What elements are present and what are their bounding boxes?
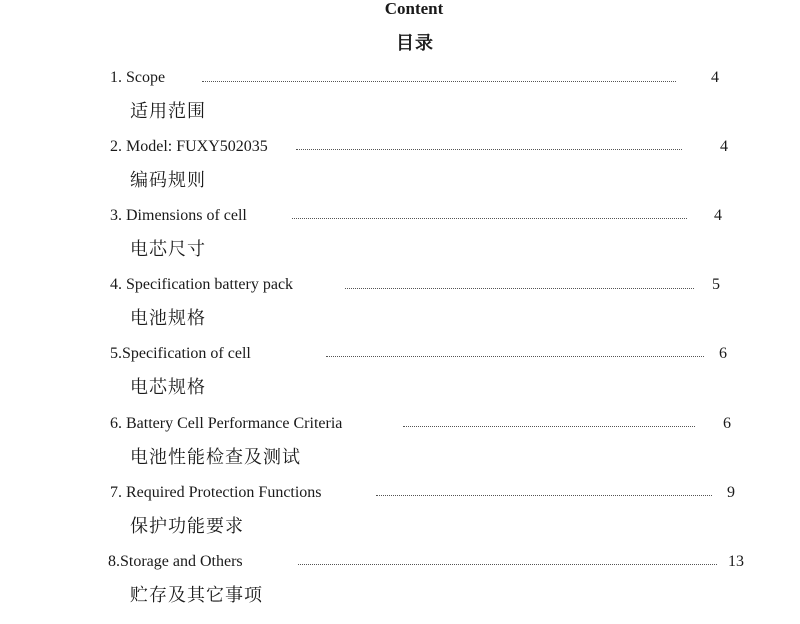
toc-entry-8-label-zh: 贮存及其它事项 [130, 585, 263, 605]
toc-entry-1-label-zh: 适用范围 [130, 101, 206, 121]
toc-title-chinese: 目录 [396, 33, 434, 53]
toc-entry-6-leader [403, 426, 695, 427]
toc-entry-8-label[interactable]: 8.Storage and Others [108, 553, 243, 570]
toc-entry-4-label[interactable]: 4. Specification battery pack [110, 276, 294, 293]
toc-entry-2-page[interactable]: 4 [720, 138, 728, 155]
toc-entry-5-label[interactable]: 5.Specification of cell [110, 345, 251, 362]
toc-title-english: Content [384, 0, 444, 18]
toc-entry-7-label-zh: 保护功能要求 [130, 516, 244, 536]
toc-entry-3-leader [292, 218, 687, 219]
toc-entry-7-label[interactable]: 7. Required Protection Functions [110, 484, 322, 501]
toc-entry-6-page[interactable]: 6 [723, 415, 731, 432]
toc-entry-5-label-zh: 电芯规格 [130, 377, 206, 397]
toc-entry-4-page[interactable]: 5 [712, 276, 720, 293]
toc-entry-7-page[interactable]: 9 [727, 484, 735, 501]
toc-entry-3-page[interactable]: 4 [714, 207, 722, 224]
toc-entry-2-label-zh: 编码规则 [130, 170, 206, 190]
toc-entry-8-leader [298, 564, 717, 565]
toc-entry-6-label[interactable]: 6. Battery Cell Performance Criteria [110, 415, 343, 432]
toc-entry-1-leader [202, 81, 676, 82]
toc-entry-2-label[interactable]: 2. Model: FUXY502035 [110, 138, 268, 155]
toc-entry-7-leader [376, 495, 712, 496]
toc-entry-4-leader [345, 288, 694, 289]
toc-entry-2-leader [296, 149, 682, 150]
toc-entry-5-leader [326, 356, 704, 357]
toc-entry-1-page[interactable]: 4 [711, 69, 719, 86]
toc-entry-1-label[interactable]: 1. Scope [110, 69, 166, 86]
toc-entry-8-page[interactable]: 13 [728, 553, 744, 570]
toc-entry-6-label-zh: 电池性能检查及测试 [130, 447, 301, 467]
toc-entry-5-page[interactable]: 6 [719, 345, 727, 362]
toc-entry-4-label-zh: 电池规格 [130, 308, 206, 328]
toc-entry-3-label[interactable]: 3. Dimensions of cell [110, 207, 247, 224]
toc-entry-3-label-zh: 电芯尺寸 [130, 239, 206, 259]
